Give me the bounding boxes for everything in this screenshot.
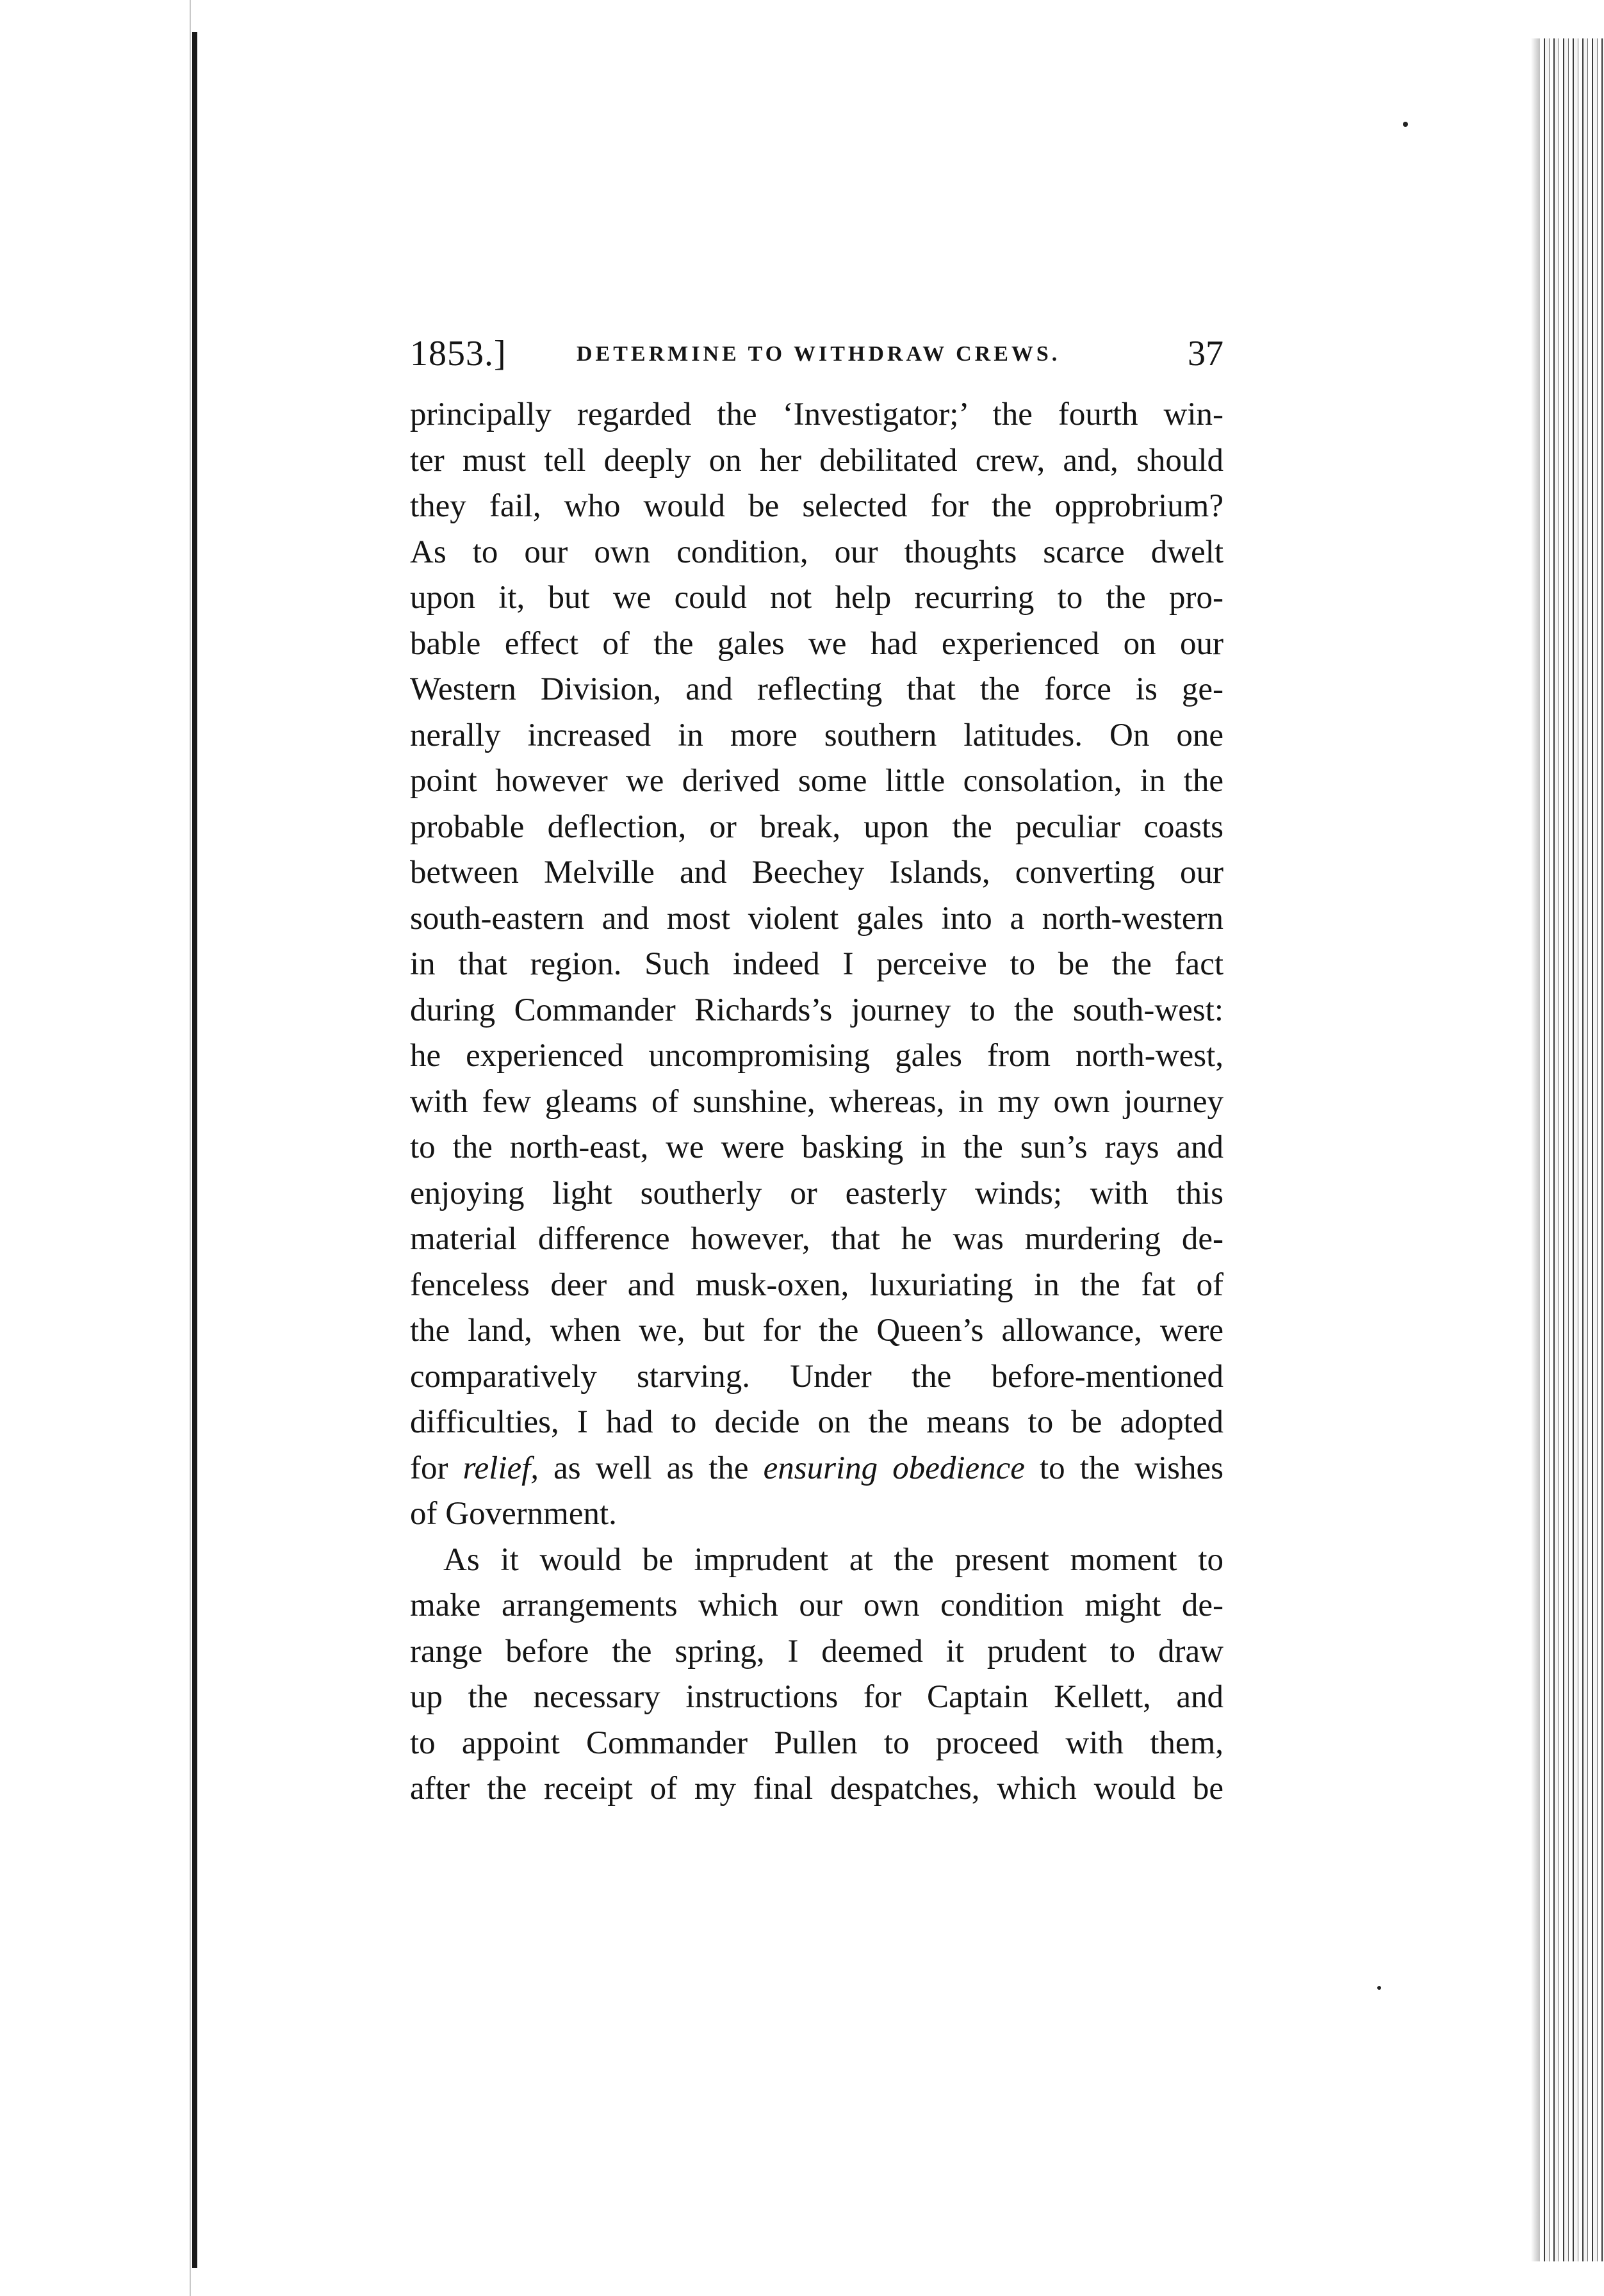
text-line: As to our own condition, our thoughts scarce dwelt: [410, 534, 1223, 570]
text-run: as well as the: [539, 1450, 764, 1486]
running-header: [410, 333, 1223, 378]
text-line: comparatively starving. Under the before-mentioned: [410, 1358, 1223, 1395]
italic-ensuring-obedience: ensuring obedience: [763, 1450, 1025, 1486]
text-line: point however we derived some little consolation, in the: [410, 763, 1223, 799]
paragraph-1: [410, 392, 1223, 1538]
text-line: south-eastern and most violent gales into a north-western: [410, 900, 1223, 937]
page-number: 37: [1188, 334, 1223, 373]
text-run: for: [410, 1450, 463, 1486]
text-line: between Melville and Beechey Islands, converting our: [410, 855, 1223, 890]
ink-speck: [1403, 122, 1408, 127]
text-line: the land, when we, but for the Queen’s allowance, were: [410, 1313, 1223, 1349]
header-title: DETERMINE TO WITHDRAW CREWS.: [577, 342, 1061, 366]
text-line: up the necessary instructions for Captain Kellett, and: [410, 1679, 1223, 1715]
text-line: he experienced uncompromising gales from north-west,: [410, 1038, 1223, 1074]
text-line: they fail, who would be selected for the opprobrium?: [410, 488, 1223, 524]
text-line: difficulties, I had to decide on the means to be adopted: [410, 1404, 1223, 1440]
text-line: make arrangements which our own condition might de-: [410, 1587, 1223, 1623]
binding-gutter: [192, 32, 197, 2268]
header-year: 1853.]: [410, 334, 507, 373]
text-line: material difference however, that he was murdering de-: [410, 1221, 1223, 1257]
text-line: to the north-east, we were basking in the sun’s rays and: [410, 1129, 1223, 1165]
text-run: to the wishes: [1024, 1450, 1224, 1486]
text-line: in that region. Such indeed I perceive to be the fact: [410, 946, 1223, 982]
text-line: with few gleams of sunshine, whereas, in my own journey: [410, 1083, 1223, 1120]
ink-speck: [1377, 1986, 1381, 1990]
text-line: upon it, but we could not help recurring to the pro-: [410, 580, 1223, 616]
text-line: after the receipt of my final despatches, which would be: [410, 1771, 1223, 1807]
text-line: Western Division, and reflecting that the force is ge-: [410, 671, 1223, 707]
text-line: bable effect of the gales we had experienced on our: [410, 625, 1223, 662]
text-line: enjoying light southerly or easterly winds; with this: [410, 1175, 1223, 1211]
text-line: nerally increased in more southern latitudes. On one: [410, 717, 1223, 753]
text-line: probable deflection, or break, upon the peculiar coasts: [410, 808, 1223, 845]
text-line: range before the spring, I deemed it prudent to draw: [410, 1633, 1223, 1669]
text-line: to appoint Commander Pullen to proceed with them,: [410, 1725, 1223, 1761]
body-text: [410, 392, 1223, 1812]
italic-relief: relief,: [462, 1450, 539, 1486]
text-line: ter must tell deeply on her debilitated crew, and, should: [410, 442, 1223, 479]
text-line: fenceless deer and musk-oxen, luxuriating in the fat of: [410, 1267, 1223, 1303]
left-page-margin: [0, 0, 191, 2296]
text-line-with-italics: [410, 1446, 1223, 1492]
text-line-last: of Government.: [410, 1496, 617, 1532]
text-line-indented: As it would be imprudent at the present moment to: [443, 1541, 1223, 1578]
text-line: during Commander Richards’s journey to the south-west:: [410, 992, 1223, 1028]
text-line: principally regarded the ‘Investigator;’ the fourth win-: [410, 397, 1223, 432]
page-edges: [1540, 38, 1604, 2261]
paragraph-2: [410, 1538, 1223, 1812]
